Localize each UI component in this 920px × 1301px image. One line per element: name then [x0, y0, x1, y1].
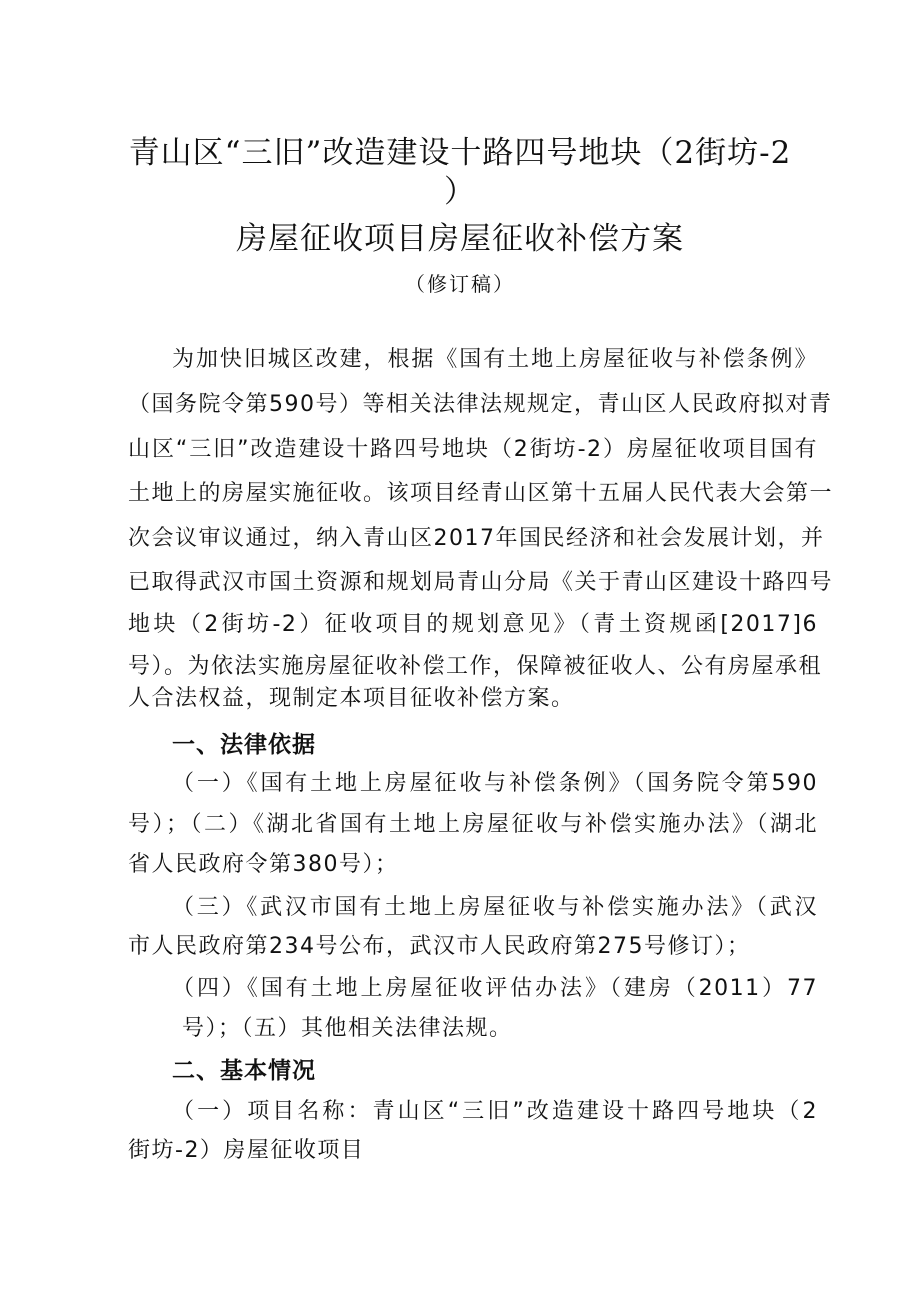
intro-line: 人合法权益，现制定本项目征收补偿方案。 [128, 686, 575, 711]
section-heading-legal-basis: 一、法律依据 [172, 732, 316, 758]
section1-line: （三）《武汉市国有土地上房屋征收与补偿实施办法》（武汉 [172, 895, 818, 920]
intro-line: 地块（2街坊-2）征收项目的规划意见》（青土资规函[2017]6 [128, 612, 818, 637]
intro-line: （国务院令第590号）等相关法律法规规定，青山区人民政府拟对青 [128, 392, 833, 417]
section1-line: 省人民政府令第380号）； [128, 852, 399, 877]
document-title-line-1: 青山区“三旧”改造建设十路四号地块（2街坊-2 [128, 135, 792, 171]
intro-line: 已取得武汉市国土资源和规划局青山分局《关于青山区建设十路四号 [128, 570, 834, 595]
section1-line: （四）《国有土地上房屋征收评估办法》（建房（2011）77 [172, 976, 818, 1001]
intro-line: 号）。为依法实施房屋征收补偿工作，保障被征收人、公有房屋承租 [128, 654, 823, 679]
document-subtitle: （修订稿） [405, 272, 515, 296]
section-heading-basic-info: 二、基本情况 [172, 1058, 316, 1084]
intro-line: 山区“三旧”改造建设十路四号地块（2街坊-2）房屋征收项目国有 [128, 437, 818, 462]
intro-line: 土地上的房屋实施征收。该项目经青山区第十五届人民代表大会第一 [128, 481, 834, 506]
section1-line: 市人民政府第234号公布，武汉市人民政府第275号修订）； [128, 934, 751, 959]
document-title-line-2: ） [444, 174, 476, 210]
intro-line: 次会议审议通过，纳入青山区2017年国民经济和社会发展计划，并 [128, 526, 825, 551]
intro-line: 为加快旧城区改建，根据《国有土地上房屋征收与补偿条例》 [172, 347, 818, 372]
section1-line: 号）；（五）其他相关法律法规。 [182, 1016, 513, 1041]
document-title-line-3: 房屋征收项目房屋征收补偿方案 [236, 221, 684, 257]
section2-line: （一）项目名称：青山区“三旧”改造建设十路四号地块（2 [172, 1099, 818, 1124]
section1-line: （一）《国有土地上房屋征收与补偿条例》（国务院令第590 [172, 771, 818, 796]
section2-line: 街坊-2）房屋征收项目 [128, 1138, 365, 1163]
section1-line: 号）；（二）《湖北省国有土地上房屋征收与补偿实施办法》（湖北 [128, 812, 818, 837]
